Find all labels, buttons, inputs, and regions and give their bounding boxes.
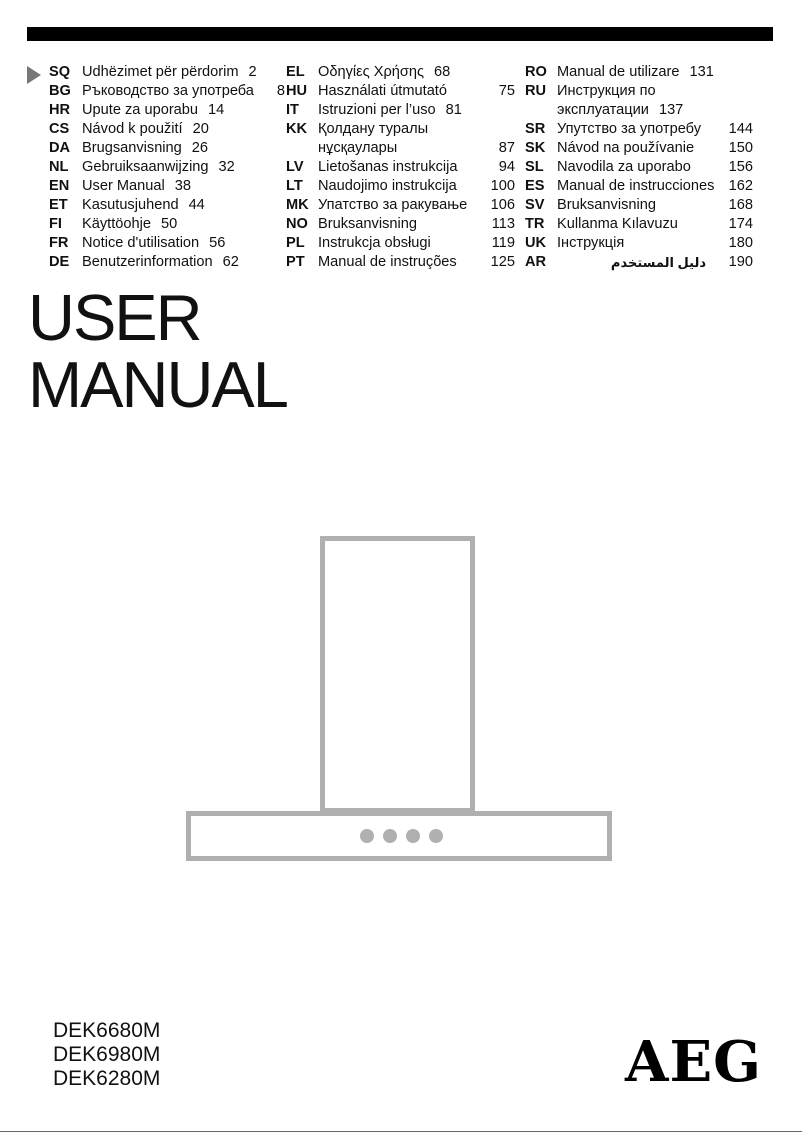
language-code: ES [525,178,545,194]
manual-title: Návod na používanie [557,140,695,156]
language-code: RU [525,83,547,99]
page-number: 75 [498,83,515,99]
page-number: 156 [728,159,753,175]
language-code: PL [286,235,305,251]
page-number: 137 [658,102,684,118]
control-button-icon [360,829,374,843]
language-entry[interactable] [49,120,285,139]
language-code: NL [49,159,69,175]
model-list [53,1019,160,1091]
manual-title: Gebruiksaanwijzing 32 [82,159,235,175]
language-entry[interactable] [286,82,515,101]
page-number: 180 [728,235,753,251]
language-entry[interactable] [525,253,753,272]
page-number: 162 [728,178,753,194]
language-code: AR [525,254,547,270]
language-entry[interactable] [49,215,285,234]
language-entry[interactable] [286,215,515,234]
model-number: DEK6280M [53,1067,161,1090]
language-entry[interactable] [49,196,285,215]
manual-title: Инструкция по [557,83,656,99]
language-entry[interactable] [286,120,515,139]
page-number: 100 [490,178,515,194]
manual-title: Upute za uporabu 14 [82,102,225,118]
manual-title: Brugsanvisning 26 [82,140,209,156]
page-number: 62 [222,254,239,270]
manual-title: Bruksanvisning [318,216,417,232]
page-number: 38 [174,178,191,194]
page-number: 131 [689,64,714,80]
language-entry[interactable] [525,63,753,82]
language-entry[interactable] [286,63,515,82]
manual-title: Návod k použití 20 [82,121,209,137]
current-language-arrow-icon [27,66,41,84]
language-entry[interactable] [525,196,753,215]
manual-title: Οδηγίες Χρήσης 68 [318,64,451,80]
page-number: 50 [160,216,178,232]
language-entry[interactable] [49,177,285,196]
control-button-icon [406,829,420,843]
manual-title: Használati útmutató [318,83,447,99]
page-number: 144 [728,121,753,137]
control-button-icon [429,829,443,843]
manual-title: Қолдану туралы [318,121,429,137]
manual-title: Naudojimo instrukcija [318,178,457,194]
manual-title: Benutzerinformation 62 [82,254,239,270]
manual-title: Käyttöohje 50 [82,216,178,232]
model-number: DEK6680M [53,1019,161,1042]
language-entry[interactable] [286,234,515,253]
page-number: 190 [728,254,753,270]
page-number: 8 [276,83,285,99]
language-entry[interactable] [525,120,753,139]
language-code: LT [286,178,303,194]
language-entry[interactable] [49,139,285,158]
page-number: 168 [728,197,753,213]
page-number: 20 [192,121,209,137]
language-entry-continued [286,139,515,158]
language-entry[interactable] [286,177,515,196]
language-entry[interactable] [49,101,285,120]
manual-title-line2: нұсқаулары [318,140,398,156]
manual-title: Kasutusjuhend 44 [82,197,205,213]
manual-title: Інструкція [557,235,625,251]
language-code: CS [49,121,70,137]
language-entry[interactable] [286,101,515,120]
manual-title: دليل المستخدم [610,255,706,270]
language-code: HU [286,83,308,99]
language-code: SK [525,140,546,156]
manual-title: Manual de utilizare 131 [557,64,714,80]
language-entry[interactable] [49,158,285,177]
page-number: 68 [434,64,451,80]
page-number: 81 [445,102,462,118]
page-number: 113 [491,216,515,232]
language-column-2 [286,63,515,272]
page-number: 26 [191,140,209,156]
manual-title: Istruzioni per l’uso 81 [318,102,462,118]
heading-line-2: MANUAL [28,348,287,421]
language-entry[interactable] [525,215,753,234]
hood-canopy [189,814,610,859]
language-entry[interactable] [49,234,285,253]
page-number: 174 [728,216,753,232]
bottom-divider [0,1131,802,1132]
language-code: SL [525,159,544,175]
manual-title: Ръководство за употреба [82,83,254,99]
language-code: HR [49,102,71,118]
language-entry[interactable] [49,253,285,272]
manual-title: Lietošanas instrukcija [318,159,458,175]
cooker-hood-illustration [186,536,614,864]
page-number: 2 [248,64,257,80]
manual-title: Notice d'utilisation 56 [82,235,226,251]
manual-title: Navodila za uporabo [557,159,691,175]
heading-line-1: USER [28,281,201,354]
language-code: UK [525,235,547,251]
language-code: KK [286,121,308,137]
page-number: 119 [491,235,515,251]
language-entry[interactable] [286,196,515,215]
language-entry[interactable] [49,63,285,82]
manual-title: Kullanma Kılavuzu [557,216,678,232]
language-entry[interactable] [525,139,753,158]
language-entry[interactable] [525,177,753,196]
model-number: DEK6980M [53,1043,161,1066]
language-code: NO [286,216,308,232]
manual-title-line2: эксплуатации 137 [557,102,684,118]
language-column-3 [525,63,753,272]
manual-title: Упатство за ракување [318,197,468,213]
manual-title: Manual de instrucciones [557,178,715,194]
manual-title: Упутство за употребу [557,121,702,137]
page-number: 56 [209,235,226,251]
language-entry[interactable] [49,82,285,101]
language-code: TR [525,216,545,232]
control-button-icon [383,829,397,843]
manual-title: Udhëzimet për përdorim 2 [82,64,257,80]
language-column-1 [49,63,285,272]
page-number: 106 [490,197,515,213]
language-code: PT [286,254,305,270]
page-number: 125 [490,254,515,270]
language-entry[interactable] [286,253,515,272]
language-code: RO [525,64,547,80]
language-entry-continued [525,101,753,120]
page-number: 44 [188,197,205,213]
page-number: 150 [728,140,753,156]
language-entry[interactable] [525,234,753,253]
top-black-bar [27,27,773,41]
language-code: LV [286,159,304,175]
language-code: SV [525,197,545,213]
language-code: DA [49,140,71,156]
language-code: ET [49,197,68,213]
manual-title: User Manual 38 [82,178,191,194]
language-code: FR [49,235,69,251]
language-code: FI [49,216,62,232]
language-entry[interactable] [525,82,753,101]
page-number: 32 [218,159,235,175]
page-number: 14 [208,102,225,118]
hood-chimney [323,539,473,811]
language-code: IT [286,102,299,118]
page-number: 94 [498,159,515,175]
language-code: SQ [49,64,71,80]
language-entry[interactable] [286,158,515,177]
manual-title: Instrukcja obsługi [318,235,431,251]
language-code: BG [49,83,71,99]
aeg-logo: AEG [625,1029,762,1095]
language-code: SR [525,121,546,137]
page-number: 87 [498,140,515,156]
language-code: EL [286,64,305,80]
language-entry[interactable] [525,158,753,177]
language-code: EN [49,178,70,194]
manual-title: Bruksanvisning [557,197,656,213]
manual-title: Manual de instruções [318,254,457,270]
language-code: DE [49,254,70,270]
language-code: MK [286,197,309,213]
